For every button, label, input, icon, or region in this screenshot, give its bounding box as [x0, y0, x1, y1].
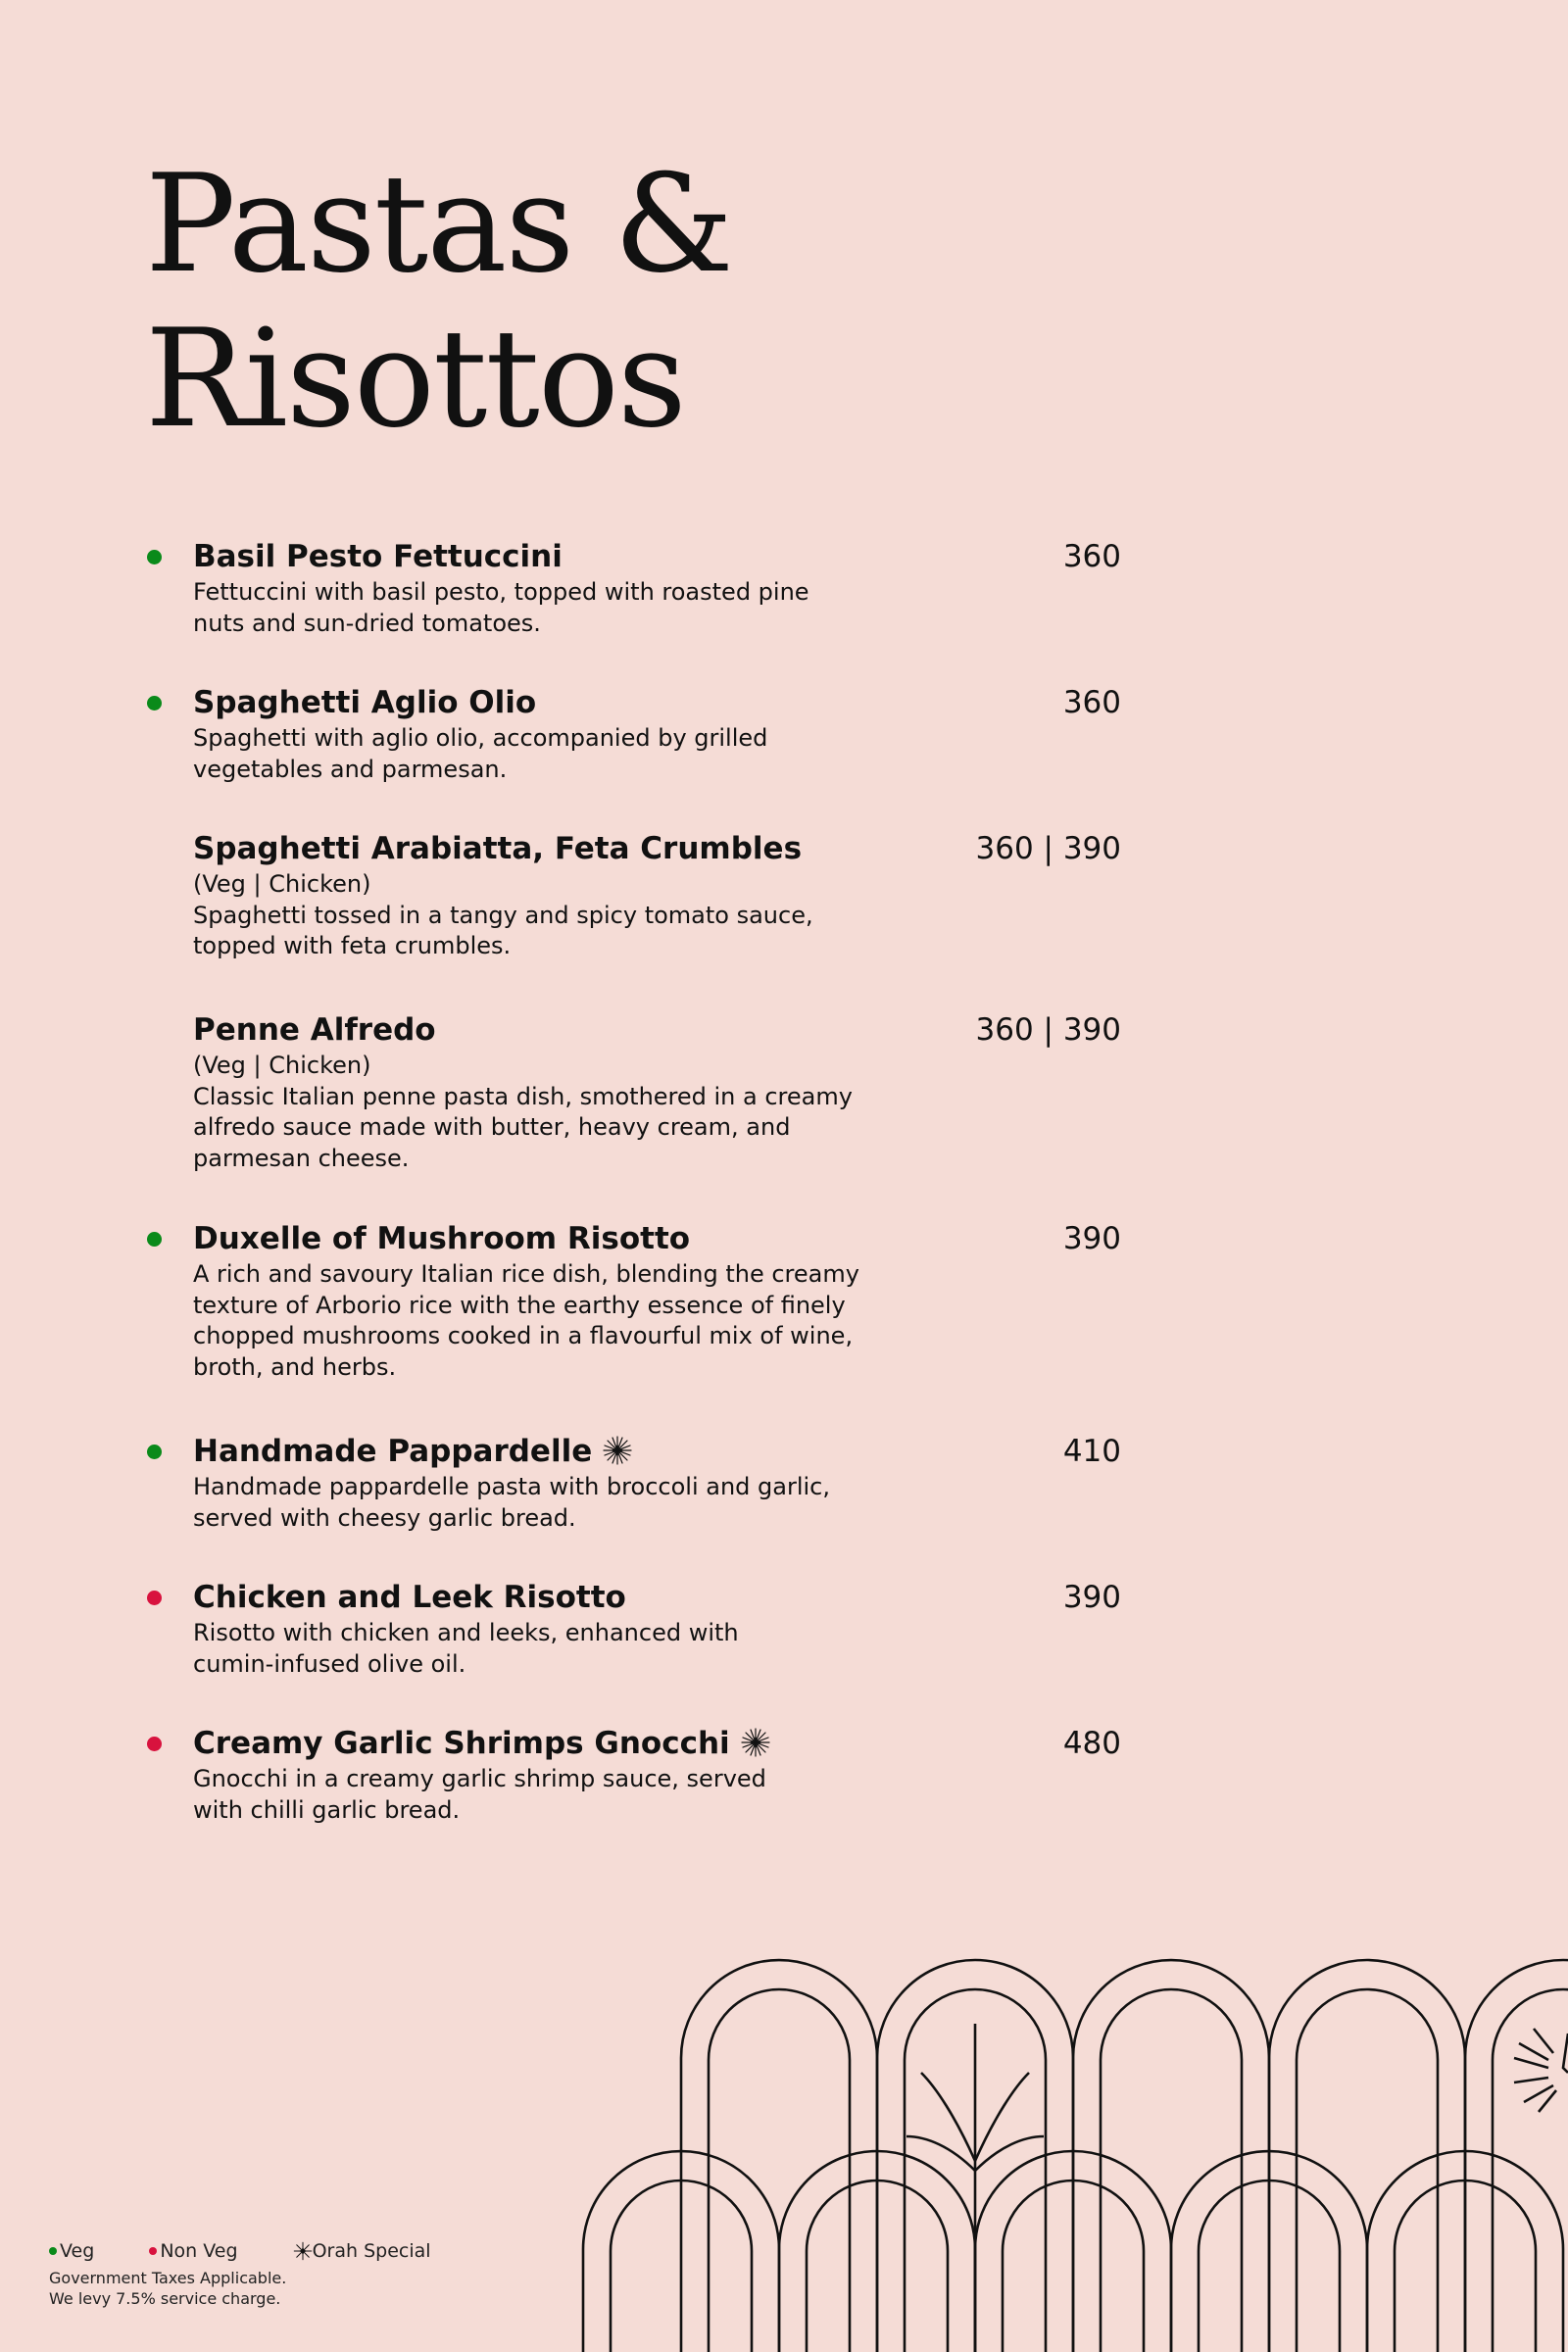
- item-price: 360 | 390: [975, 1012, 1121, 1048]
- item-price: 360: [1062, 685, 1121, 720]
- item-price: 480: [1062, 1726, 1121, 1761]
- title-line-2: Risottos: [145, 300, 685, 458]
- nonveg-dot-icon: [147, 1737, 162, 1751]
- item-description: (Veg | Chicken) Spaghetti tossed in a tangy and spicy tomato sauce, topped with feta crumbles.: [193, 869, 918, 962]
- veg-dot-icon: [49, 2247, 57, 2255]
- item-description: Gnocchi in a creamy garlic shrimp sauce, served with chilli garlic bread.: [193, 1765, 766, 1824]
- tax-note: Government Taxes Applicable.: [49, 2269, 287, 2287]
- nonveg-dot-icon: [149, 2247, 157, 2255]
- legend-veg: Veg: [49, 2240, 94, 2262]
- item-description: Risotto with chicken and leeks, enhanced with cumin-infused olive oil.: [193, 1619, 739, 1678]
- item-name: Creamy Garlic Shrimps Gnocchi: [193, 1726, 730, 1761]
- nonveg-dot-icon: [147, 1591, 162, 1605]
- item-description: Handmade pappardelle pasta with broccoli and garlic, served with cheesy garlic bread.: [193, 1473, 830, 1532]
- item-description: Fettuccini with basil pesto, topped with roasted pine nuts and sun-dried tomatoes.: [193, 578, 809, 637]
- item-name: Penne Alfredo: [193, 1012, 436, 1048]
- title-line-1: Pastas &: [145, 145, 733, 303]
- veg-dot-icon: [147, 696, 162, 710]
- item-name-row: [193, 1721, 771, 1766]
- veg-dot-icon: [147, 1232, 162, 1247]
- arch-pattern-decoration: [568, 1950, 1568, 2352]
- item-name: Duxelle of Mushroom Risotto: [193, 1221, 691, 1256]
- item-variant: (Veg | Chicken): [193, 870, 371, 898]
- veg-dot-icon: [147, 1445, 162, 1459]
- page-title: [145, 147, 732, 457]
- item-name: Spaghetti Arabiatta, Feta Crumbles: [193, 831, 803, 866]
- item-price: 410: [1062, 1434, 1121, 1469]
- item-price: 390: [1062, 1221, 1121, 1256]
- item-name: Spaghetti Aglio Olio: [193, 685, 537, 720]
- item-variant: (Veg | Chicken): [193, 1052, 371, 1079]
- sparkle-icon: [293, 2241, 313, 2261]
- item-name: Handmade Pappardelle: [193, 1434, 593, 1469]
- item-name: Chicken and Leek Risotto: [193, 1580, 626, 1615]
- sparkle-icon: [602, 1435, 633, 1466]
- legend-special: Orah Special: [293, 2240, 431, 2262]
- item-name: Basil Pesto Fettuccini: [193, 539, 563, 574]
- item-name-row: [193, 1429, 633, 1474]
- item-price: 360 | 390: [975, 831, 1121, 866]
- legend-nonveg: Non Veg: [149, 2240, 237, 2262]
- item-description: (Veg | Chicken) Classic Italian penne pasta dish, smothered in a creamy alfredo sauce made with butter, heavy cream, and parmesan cheese.: [193, 1051, 918, 1174]
- veg-dot-icon: [147, 550, 162, 564]
- item-description: A rich and savoury Italian rice dish, blending the creamy texture of Arborio rice with the earthy essence of finely chopped mushrooms cooked in a flavourful mix of wine, broth, and herbs.: [193, 1260, 859, 1381]
- legend: [49, 2239, 480, 2262]
- item-description: Spaghetti with aglio olio, accompanied by grilled vegetables and parmesan.: [193, 724, 768, 783]
- service-charge-note: We levy 7.5% service charge.: [49, 2289, 281, 2308]
- item-price: 390: [1062, 1580, 1121, 1615]
- sparkle-icon: [740, 1727, 771, 1758]
- item-price: 360: [1062, 539, 1121, 574]
